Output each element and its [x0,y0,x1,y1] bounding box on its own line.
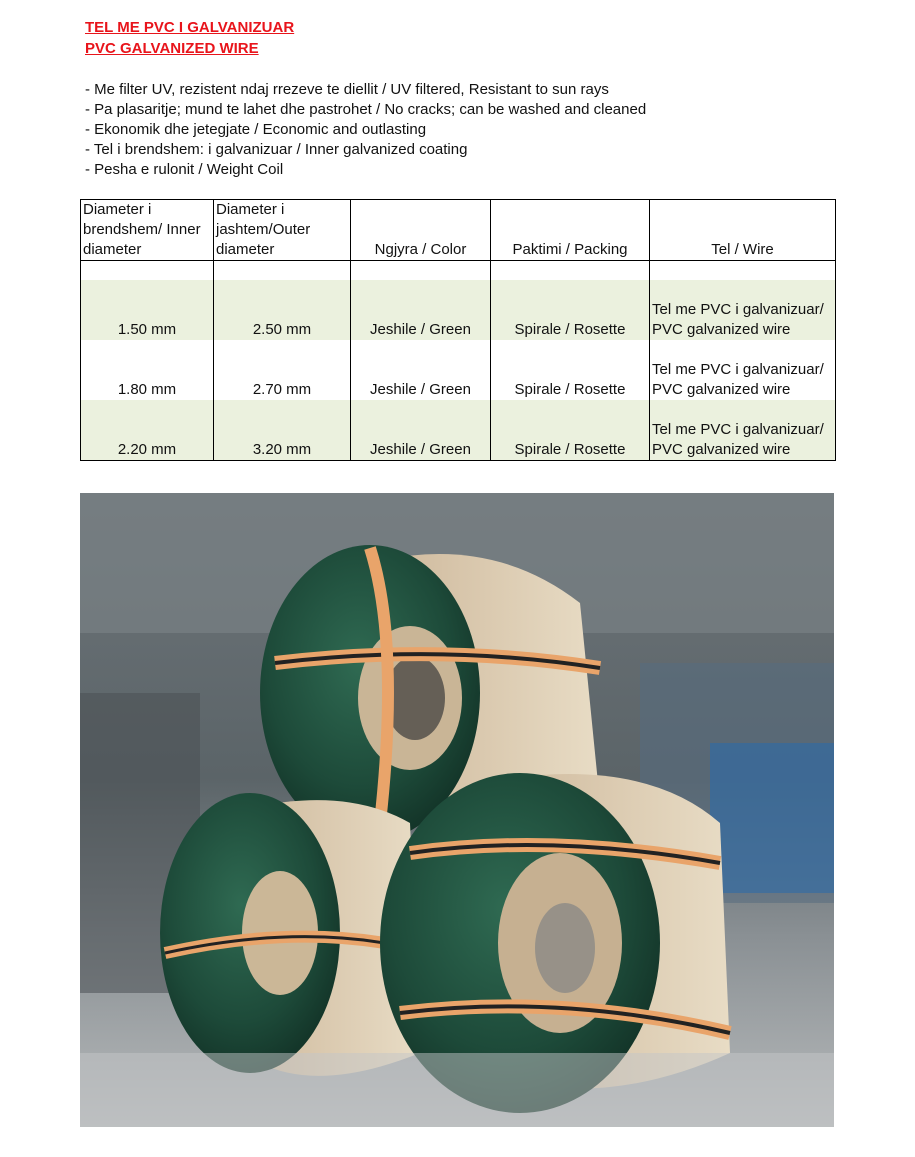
cell-wire: Tel me PVC i galvanizuar/ PVC galvanized wire [650,340,836,400]
feature-list [85,80,646,180]
cell-outer-diameter: 3.20 mm [214,400,351,461]
table-spacer-row [81,261,836,281]
feature-item: - Tel i brendshem: i galvanizuar / Inner galvanized coating [85,141,468,158]
cell-color: Jeshile / Green [351,280,491,340]
cell-packing: Spirale / Rosette [491,280,650,340]
cell-wire: Tel me PVC i galvanizuar/ PVC galvanized wire [650,280,836,340]
header-color: Ngjyra / Color [351,200,491,261]
feature-item: - Pa plasaritje; mund te lahet dhe pastrohet / No cracks; can be washed and cleaned [85,101,647,118]
cell-inner-diameter: 1.80 mm [81,340,214,400]
title-english: PVC GALVANIZED WIRE [85,40,259,57]
cell-outer-diameter: 2.50 mm [214,280,351,340]
cell-color: Jeshile / Green [351,400,491,461]
table-header-row [81,200,836,261]
table-row [81,400,836,461]
cell-packing: Spirale / Rosette [491,400,650,461]
table-row [81,280,836,340]
cell-outer-diameter: 2.70 mm [214,340,351,400]
spec-table [80,199,836,461]
feature-item: - Me filter UV, rezistent ndaj rrezeve te diellit / UV filtered, Resistant to sun rays [85,81,609,98]
header-inner-diameter: Diameter i brendshem/ Inner diameter [81,200,214,261]
product-photo [80,493,834,1127]
cell-wire: Tel me PVC i galvanizuar/ PVC galvanized wire [650,400,836,461]
cell-color: Jeshile / Green [351,340,491,400]
feature-item: - Pesha e rulonit / Weight Coil [85,161,284,178]
feature-item: - Ekonomik dhe jetegjate / Economic and outlasting [85,121,427,138]
header-wire: Tel / Wire [650,200,836,261]
header-outer-diameter: Diameter i jashtem/Outer diameter [214,200,351,261]
cell-packing: Spirale / Rosette [491,340,650,400]
table-row [81,340,836,400]
header-packing: Paktimi / Packing [491,200,650,261]
cell-inner-diameter: 1.50 mm [81,280,214,340]
cell-inner-diameter: 2.20 mm [81,400,214,461]
title-albanian: TEL ME PVC I GALVANIZUAR [85,19,295,36]
